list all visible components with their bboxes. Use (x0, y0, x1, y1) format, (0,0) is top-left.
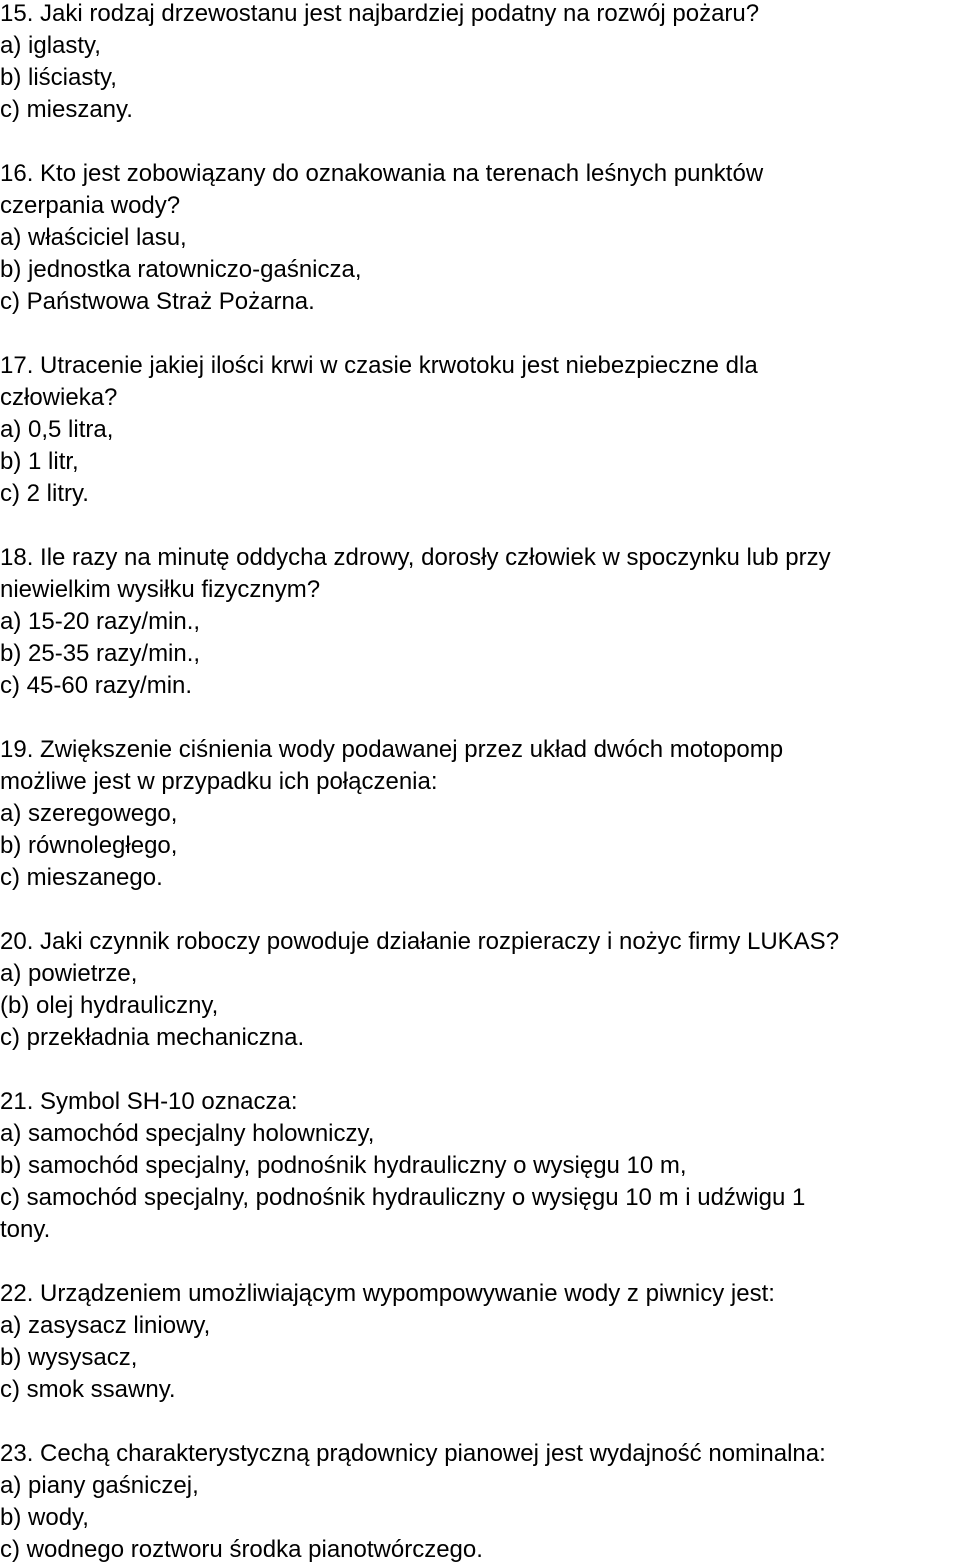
answer-option: (b) olej hydrauliczny, (0, 992, 219, 1019)
question-text-continued: możliwe jest w przypadku ich połączenia: (0, 768, 438, 795)
question-text: 21. Symbol SH-10 oznacza: (0, 1088, 298, 1115)
question-text: 22. Urządzeniem umożliwiającym wypompowywanie wody z piwnicy jest: (0, 1280, 775, 1307)
answer-option: a) właściciel lasu, (0, 224, 187, 251)
question-text: 17. Utracenie jakiej ilości krwi w czasie krwotoku jest niebezpieczne dla (0, 352, 758, 379)
question-text-continued: niewielkim wysiłku fizycznym? (0, 576, 321, 603)
answer-option: c) samochód specjalny, podnośnik hydrauliczny o wysięgu 10 m i udźwigu 1 (0, 1184, 806, 1211)
answer-option: b) 1 litr, (0, 448, 79, 475)
answer-option: b) wody, (0, 1504, 89, 1531)
answer-option: a) szeregowego, (0, 800, 178, 827)
answer-option: b) równoległego, (0, 832, 178, 859)
answer-option: c) 45-60 razy/min. (0, 672, 193, 699)
question-text-continued: człowieka? (0, 384, 118, 411)
answer-option: a) iglasty, (0, 32, 101, 59)
answer-option: b) liściasty, (0, 64, 117, 91)
question-text: 19. Zwiększenie ciśnienia wody podawanej przez układ dwóch motopomp (0, 736, 784, 763)
question-text: 20. Jaki czynnik roboczy powoduje działanie rozpieraczy i nożyc firmy LUKAS? (0, 928, 840, 955)
question-text: 23. Cechą charakterystyczną prądownicy pianowej jest wydajność nominalna: (0, 1440, 826, 1467)
answer-option: a) piany gaśniczej, (0, 1472, 199, 1499)
answer-option: c) wodnego roztworu środka pianotwórczego. (0, 1536, 483, 1563)
question-text-continued: czerpania wody? (0, 192, 181, 219)
answer-option: b) 25-35 razy/min., (0, 640, 201, 667)
answer-option: c) mieszanego. (0, 864, 163, 891)
question-text: 16. Kto jest zobowiązany do oznakowania na terenach leśnych punktów (0, 160, 764, 187)
question-text: 15. Jaki rodzaj drzewostanu jest najbardziej podatny na rozwój pożaru? (0, 0, 760, 27)
answer-option: b) jednostka ratowniczo-gaśnicza, (0, 256, 362, 283)
question-text: 18. Ile razy na minutę oddycha zdrowy, dorosły człowiek w spoczynku lub przy (0, 544, 831, 571)
answer-option: a) zasysacz liniowy, (0, 1312, 211, 1339)
answer-option: c) mieszany. (0, 96, 133, 123)
answer-option: c) smok ssawny. (0, 1376, 176, 1403)
answer-option: b) samochód specjalny, podnośnik hydrauliczny o wysięgu 10 m, (0, 1152, 687, 1179)
answer-option: a) 0,5 litra, (0, 416, 114, 443)
answer-option: c) Państwowa Straż Pożarna. (0, 288, 315, 315)
answer-option: c) przekładnia mechaniczna. (0, 1024, 305, 1051)
answer-option: a) samochód specjalny holowniczy, (0, 1120, 375, 1147)
question-text-continued: tony. (0, 1216, 51, 1243)
answer-option: a) powietrze, (0, 960, 138, 987)
answer-option: c) 2 litry. (0, 480, 89, 507)
answer-option: b) wysysacz, (0, 1344, 138, 1371)
answer-option: a) 15-20 razy/min., (0, 608, 201, 635)
